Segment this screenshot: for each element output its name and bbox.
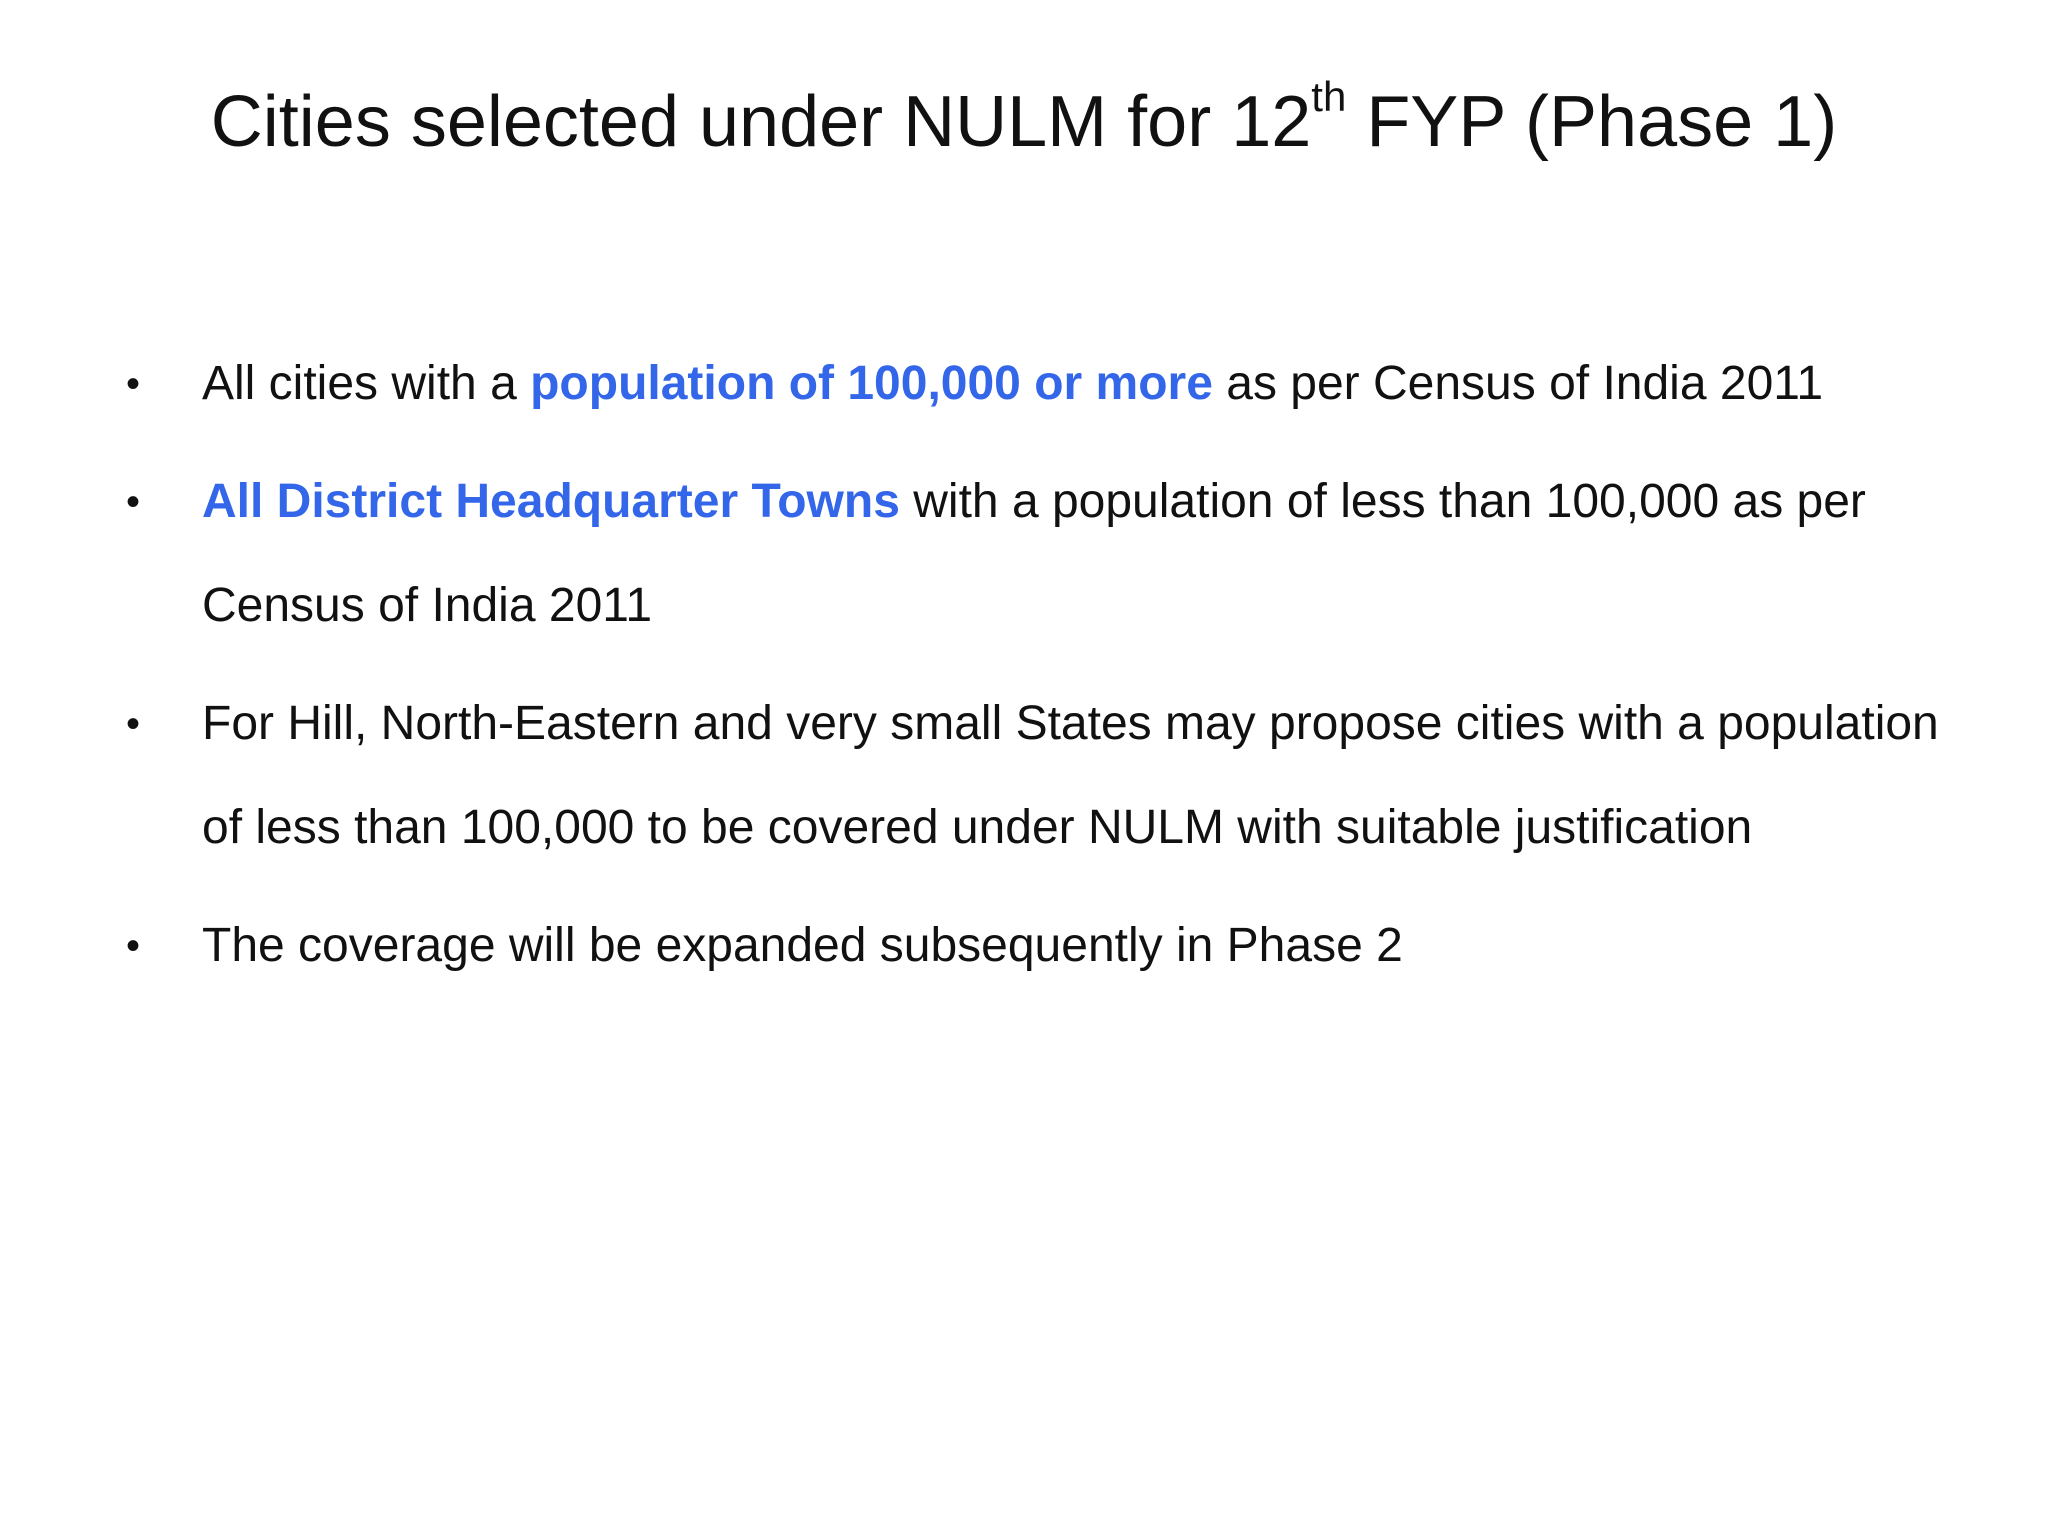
title-text-end: FYP (Phase 1) bbox=[1346, 82, 1838, 162]
bullet-text: All cities with a bbox=[202, 357, 531, 410]
bullet-highlight: All District Headquarter Towns bbox=[202, 475, 900, 528]
bullet-highlight: population of 100,000 or more bbox=[530, 357, 1213, 410]
bullet-icon: • bbox=[126, 480, 141, 524]
bullet-icon: • bbox=[126, 702, 141, 746]
bullet-text: For Hill, North-Eastern and very small States may propose cities with a population of less than 100,000 to be covered under NULM with suitable justification bbox=[202, 697, 1939, 854]
bullet-icon: • bbox=[126, 362, 141, 406]
slide-title bbox=[0, 72, 2048, 172]
bullet-item bbox=[120, 450, 1940, 658]
bullet-item bbox=[120, 894, 1940, 998]
bullet-item bbox=[120, 672, 1940, 880]
bullet-icon: • bbox=[126, 924, 141, 968]
bullet-text-end: with a population of less than 100,000 as per Census of India 2011 bbox=[202, 475, 1866, 632]
bullet-text-end: as per Census of India 2011 bbox=[1212, 357, 1824, 410]
bullet-text: The coverage will be expanded subsequently in Phase 2 bbox=[202, 919, 1403, 972]
bullet-item bbox=[120, 332, 1940, 436]
bullet-list bbox=[120, 332, 1940, 1012]
title-superscript: th bbox=[1311, 73, 1347, 120]
title-text: Cities selected under NULM for 12 bbox=[210, 82, 1312, 162]
